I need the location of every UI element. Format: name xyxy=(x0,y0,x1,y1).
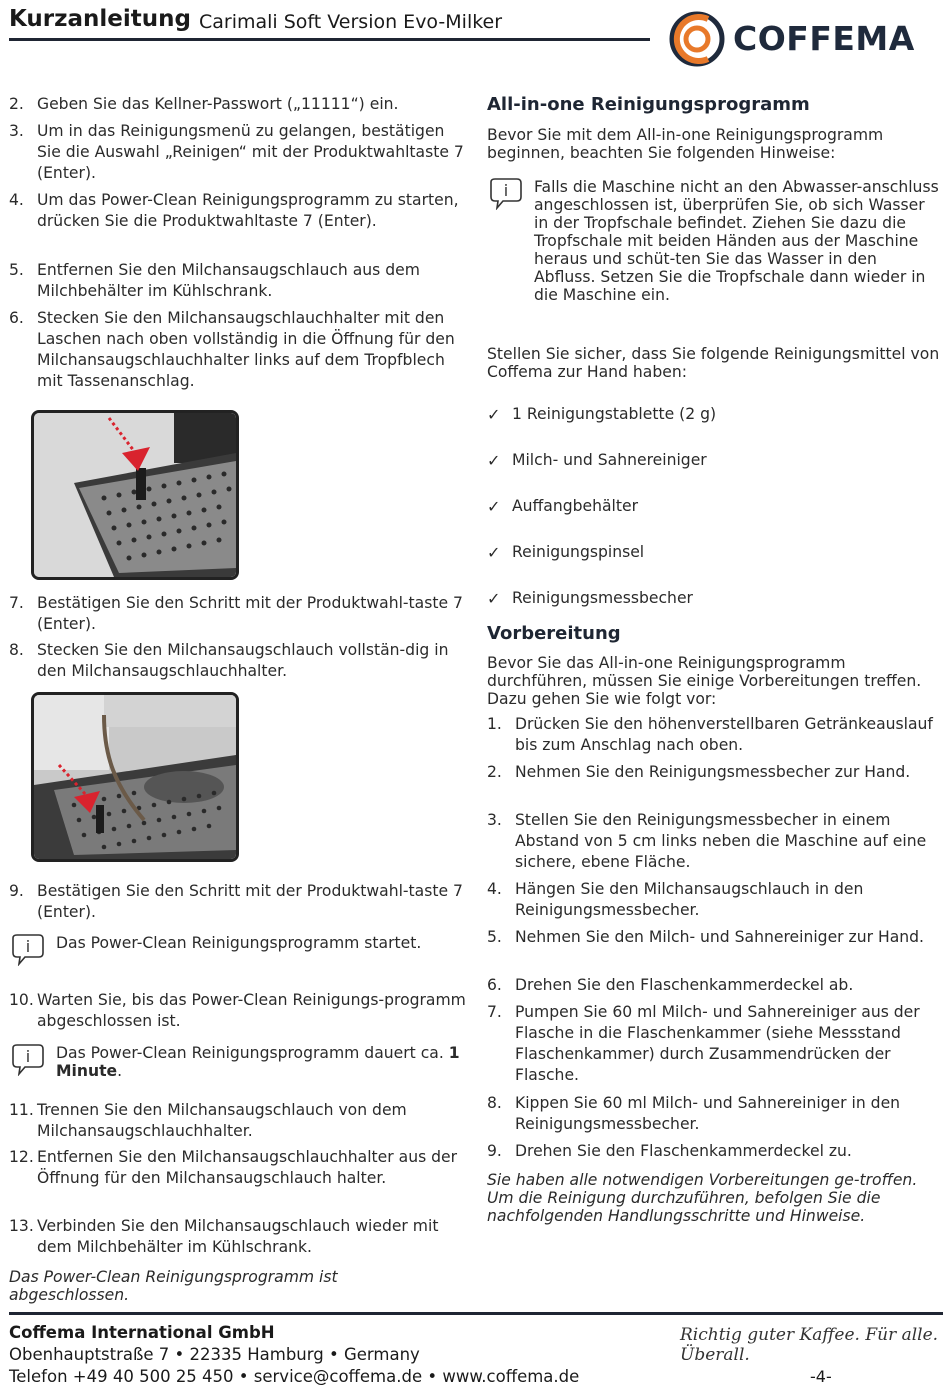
step-text: Nehmen Sie den Milch- und Sahnereiniger zur Hand. xyxy=(515,928,925,946)
step-text: Drehen Sie den Flaschenkammerdeckel ab. xyxy=(515,976,854,994)
info-icon xyxy=(9,934,47,966)
step-number: 3. xyxy=(487,811,502,829)
step-text: Entfernen Sie den Milchansaugschlauchhalter aus der Öffnung für den Milchansaugschlauch halter. xyxy=(37,1148,458,1187)
step-number: 7. xyxy=(487,1003,502,1021)
step-text: Bestätigen Sie den Schritt mit der Produktwahl-taste 7 (Enter). xyxy=(37,594,463,633)
intro-paragraph: Bevor Sie mit dem All-in-one Reinigungsprogramm beginnen, beachten Sie folgenden Hinweise: xyxy=(487,126,884,162)
info-icon xyxy=(487,178,525,210)
step-number: 10. xyxy=(9,991,34,1009)
step-text: Stecken Sie den Milchansaugschlauchhalter mit den Laschen nach oben vollständig in die Öffnung für den Milchansaugschlauchhalter links auf dem Tropfblech mit Tassenanschlag. xyxy=(37,309,455,390)
step-number: 1. xyxy=(487,715,502,733)
step-number: 4. xyxy=(487,880,502,898)
step-number: 2. xyxy=(487,763,502,781)
svg-text:i: i xyxy=(25,937,31,956)
step-text: Kippen Sie 60 ml Milch- und Sahnereiniger in den Reinigungsmessbecher. xyxy=(515,1094,901,1133)
step-text: Um das Power-Clean Reinigungsprogramm zu starten, drücken Sie die Produktwahltaste 7 (Enter). xyxy=(37,191,459,230)
step-text: Entfernen Sie den Milchansaugschlauch aus dem Milchbehälter im Kühlschrank. xyxy=(37,261,420,300)
company-name: Coffema International GmbH xyxy=(9,1323,275,1342)
drip-tray-illustration xyxy=(34,413,236,577)
step-number: 8. xyxy=(487,1094,502,1112)
step-number: 6. xyxy=(9,309,24,327)
checkmark-icon: ✓ xyxy=(487,497,501,516)
step-number: 3. xyxy=(9,122,24,140)
step-text: Hängen Sie den Milchansaugschlauch in den Reinigungsmessbecher. xyxy=(515,880,864,919)
supplies-intro: Stellen Sie sicher, dass Sie folgende Reinigungsmittel von Coffema zur Hand haben: xyxy=(487,345,940,381)
step-number: 7. xyxy=(9,594,24,612)
header-divider xyxy=(9,38,650,41)
step-text: Warten Sie, bis das Power-Clean Reinigungs-programm abgeschlossen ist. xyxy=(37,991,466,1030)
checkmark-icon: ✓ xyxy=(487,451,501,470)
step-text: Verbinden Sie den Milchansaugschlauch wieder mit dem Milchbehälter im Kühlschrank. xyxy=(37,1217,439,1256)
checkmark-icon: ✓ xyxy=(487,405,501,424)
milk-hose-illustration xyxy=(34,695,236,859)
page-footer xyxy=(9,1322,579,1388)
document-title: Kurzanleitung xyxy=(9,6,191,32)
step-number: 6. xyxy=(487,976,502,994)
section-heading: Vorbereitung xyxy=(487,623,621,644)
company-address: Obenhauptstraße 7 • 22335 Hamburg • Germany xyxy=(9,1345,420,1364)
page-number: -4- xyxy=(810,1367,832,1386)
checklist-text: Reinigungsmessbecher xyxy=(512,589,693,607)
svg-text:i: i xyxy=(25,1047,31,1066)
step-number: 12. xyxy=(9,1148,34,1166)
step-number: 11. xyxy=(9,1101,34,1119)
step-text: Drehen Sie den Flaschenkammerdeckel zu. xyxy=(515,1142,852,1160)
note-text: Falls die Maschine nicht an den Abwasser-anschluss angeschlossen ist, überprüfen Sie, ob sich Wasser in der Tropfschale befindet. Ziehen Sie dazu die Tropfschale mit beiden Händen aus der Maschine heraus und schüt-ten Sie das Wasser in den Abfluss. Setzen Sie die Tropfschale dann wieder in die Maschine ein. xyxy=(534,178,939,304)
step-text: Pumpen Sie 60 ml Milch- und Sahnereiniger aus der Flasche in die Flaschenkammer (siehe Messstand Flaschenkammer) durch Zusammendrücken der Flasche. xyxy=(515,1003,920,1084)
step-number: 5. xyxy=(9,261,24,279)
step-text: Stecken Sie den Milchansaugschlauch vollstän-dig in den Milchansaugschlauchhalter. xyxy=(37,641,449,680)
checklist-text: Milch- und Sahnereiniger xyxy=(512,451,707,469)
document-subtitle: Carimali Soft Version Evo-Milker xyxy=(199,11,503,33)
step-text: Nehmen Sie den Reinigungsmessbecher zur Hand. xyxy=(515,763,911,781)
step-number: 2. xyxy=(9,95,24,113)
milk-hose-holder-photo xyxy=(31,692,239,862)
coffema-logo xyxy=(668,10,948,68)
step-number: 8. xyxy=(9,641,24,659)
svg-text:i: i xyxy=(503,181,509,200)
closing-note: Sie haben alle notwendigen Vorbereitungen ge-troffen. Um die Reinigung durchzuführen, befolgen Sie die nachfolgenden Handlungsschritte und Hinweise. xyxy=(487,1171,918,1225)
note-duration: 1 Minute xyxy=(56,1044,460,1080)
footer-divider xyxy=(9,1312,943,1315)
note-text: Das Power-Clean Reinigungsprogramm startet. xyxy=(56,934,422,952)
checklist-text: Reinigungspinsel xyxy=(512,543,645,561)
note-text xyxy=(56,1044,469,1080)
logo-wordmark: COFFEMA xyxy=(733,19,915,58)
checkmark-icon: ✓ xyxy=(487,543,501,562)
drip-tray-holder-photo xyxy=(31,410,239,580)
step-text: Drücken Sie den höhenverstellbaren Getränkeauslauf bis zum Anschlag nach oben. xyxy=(515,715,933,754)
step-number: 9. xyxy=(487,1142,502,1160)
step-text: Geben Sie das Kellner-Passwort („11111“) ein. xyxy=(37,95,399,113)
page-header xyxy=(9,4,649,40)
section-heading: All-in-one Reinigungsprogramm xyxy=(487,94,810,115)
step-number: 9. xyxy=(9,882,24,900)
info-icon xyxy=(9,1044,47,1076)
note-text-prefix: Das Power-Clean Reinigungsprogramm dauert ca. xyxy=(56,1044,449,1062)
step-number: 4. xyxy=(9,191,24,209)
checklist-text: 1 Reinigungstablette (2 g) xyxy=(512,405,717,423)
step-text: Bestätigen Sie den Schritt mit der Produktwahl-taste 7 (Enter). xyxy=(37,882,463,921)
coffema-logo-mark-icon xyxy=(668,10,730,68)
step-text: Um in das Reinigungsmenü zu gelangen, bestätigen Sie die Auswahl „Reinigen“ mit der Produktwahltaste 7 (Enter). xyxy=(37,122,464,182)
step-text: Trennen Sie den Milchansaugschlauch von dem Milchansaugschlauchhalter. xyxy=(37,1101,407,1140)
checkmark-icon: ✓ xyxy=(487,589,501,608)
note-text-suffix: . xyxy=(117,1062,123,1080)
tagline: Richtig guter Kaffee. Für alle. Überall. xyxy=(680,1325,939,1365)
step-text: Stellen Sie den Reinigungsmessbecher in einem Abstand von 5 cm links neben die Maschine auf eine sichere, ebene Fläche. xyxy=(515,811,927,871)
company-contact: Telefon +49 40 500 25 450 • service@coffema.de • www.coffema.de xyxy=(9,1367,580,1386)
prep-intro: Bevor Sie das All-in-one Reinigungsprogramm durchführen, müssen Sie einige Vorbereitungen treffen. Dazu gehen Sie wie folgt vor: xyxy=(487,654,922,708)
step-number: 5. xyxy=(487,928,502,946)
checklist-text: Auffangbehälter xyxy=(512,497,639,515)
closing-note: Das Power-Clean Reinigungsprogramm ist abgeschlossen. xyxy=(9,1268,338,1304)
step-number: 13. xyxy=(9,1217,34,1235)
